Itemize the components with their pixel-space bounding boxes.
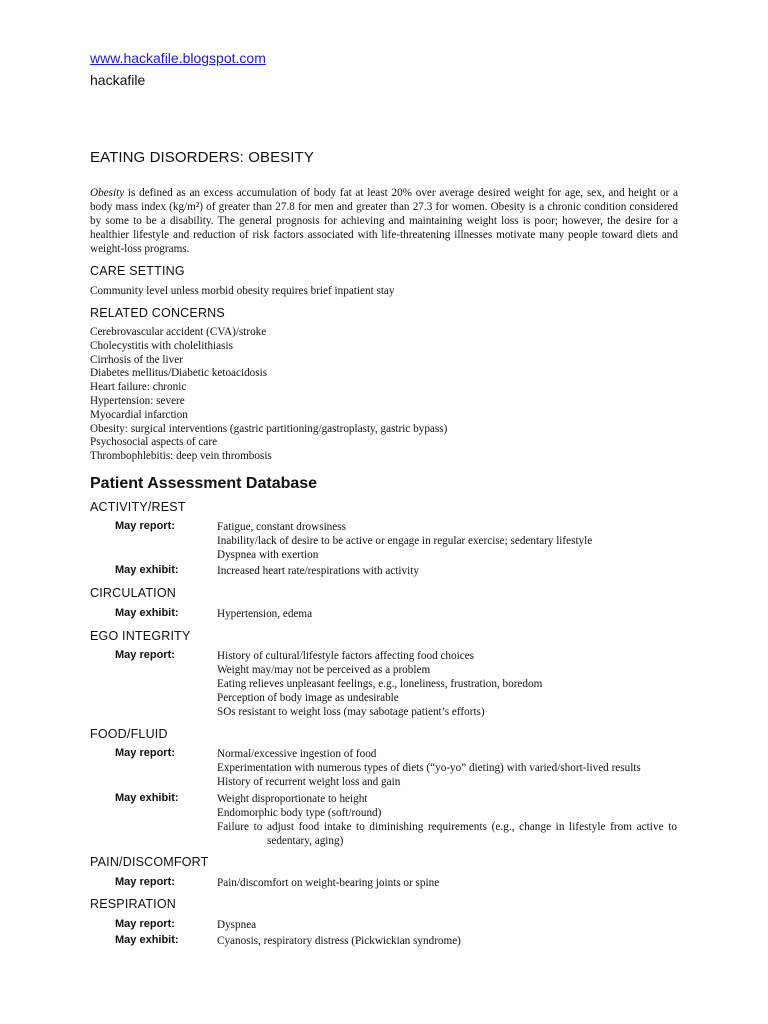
list-item: Dyspnea with exertion	[217, 549, 319, 561]
list-item: Increased heart rate/respirations with activity	[217, 565, 419, 577]
circulation-heading: CIRCULATION	[90, 586, 177, 600]
related-concerns-heading: RELATED CONCERNS	[90, 306, 225, 320]
activity-rest-heading: ACTIVITY/REST	[90, 500, 186, 514]
food-fluid-heading: FOOD/FLUID	[90, 727, 168, 741]
report-label: May report:	[115, 876, 175, 888]
list-item: Fatigue, constant drowsiness	[217, 521, 346, 533]
respiration-heading: RESPIRATION	[90, 897, 177, 911]
pain-discomfort-heading: PAIN/DISCOMFORT	[90, 855, 209, 869]
respiration-report	[217, 918, 256, 932]
ego-integrity-heading: EGO INTEGRITY	[90, 629, 191, 643]
list-item: History of cultural/lifestyle factors affecting food choices	[217, 650, 475, 662]
list-item: Perception of body image as undesirable	[217, 692, 399, 704]
report-label: May report:	[115, 520, 175, 532]
list-item: Pain/discomfort on weight-bearing joints or spine	[217, 877, 440, 889]
report-label: May report:	[115, 649, 175, 661]
report-label: May report:	[115, 918, 175, 930]
list-item: History of recurrent weight loss and gain	[217, 776, 401, 788]
list-item: Thrombophlebitis: deep vein thrombosis	[90, 450, 272, 463]
site-name: hackafile	[90, 72, 146, 88]
list-item: Weight may/may not be perceived as a problem	[217, 664, 431, 676]
respiration-exhibit	[217, 934, 461, 948]
activity-rest-exhibit	[217, 564, 419, 578]
list-item: Eating relieves unpleasant feelings, e.g., loneliness, frustration, boredom	[217, 678, 543, 690]
list-item: Hypertension: severe	[90, 394, 185, 407]
list-item: Weight disproportionate to height	[217, 793, 368, 805]
food-fluid-report	[217, 747, 641, 789]
list-item: Heart failure: chronic	[90, 381, 187, 394]
database-heading: Patient Assessment Database	[90, 475, 318, 492]
care-setting-heading: CARE SETTING	[90, 264, 185, 278]
ego-integrity-report	[217, 649, 542, 719]
pain-discomfort-report	[217, 876, 439, 890]
list-item: Myocardial infarction	[90, 408, 188, 421]
list-item: Normal/excessive ingestion of food	[217, 748, 377, 760]
list-item: Endomorphic body type (soft/round)	[217, 807, 382, 819]
list-item: Obesity: surgical interventions (gastric partitioning/gastroplasty, gastric bypass)	[90, 422, 448, 435]
list-item: Cholecystitis with cholelithiasis	[90, 339, 233, 352]
list-item: Dyspnea	[217, 919, 257, 931]
list-item: Inability/lack of desire to be active or engage in regular exercise; sedentary lifestyle	[217, 535, 593, 547]
list-item: Cyanosis, respiratory distress (Pickwickian syndrome)	[217, 935, 461, 947]
document-title: EATING DISORDERS: OBESITY	[90, 149, 314, 166]
exhibit-label: May exhibit:	[115, 792, 179, 804]
list-item: Hypertension, edema	[217, 608, 313, 620]
intro-text: is defined as an excess accumulation of body fat at least 20% over average desired weight for age, sex, and height or a body mass index (kg/m²) of greater than 27.8 for men and greater than 27.3 for women. Obesity is a chronic condition considered by some to be a disability. The general prognosis for achieving and maintaining weight loss is poor; however, the desire for a healthier lifestyle and reduction of risk factors associated with life-threatening illnesses motivate many people toward diets and weight-loss programs.	[90, 187, 678, 255]
exhibit-label: May exhibit:	[115, 934, 179, 946]
header-link[interactable]: www.hackafile.blogspot.com	[90, 50, 266, 66]
food-fluid-exhibit-long-cont: sedentary, aging)	[267, 835, 344, 847]
list-item: Cirrhosis of the liver	[90, 353, 183, 366]
intro-paragraph	[90, 186, 678, 256]
care-setting-text: Community level unless morbid obesity requires brief inpatient stay	[90, 285, 395, 297]
exhibit-label: May exhibit:	[115, 607, 179, 619]
related-concerns-list	[90, 326, 447, 464]
list-item: SOs resistant to weight loss (may sabotage patient’s efforts)	[217, 706, 485, 718]
report-label: May report:	[115, 747, 175, 759]
exhibit-label: May exhibit:	[115, 564, 179, 576]
intro-term: Obesity	[90, 187, 125, 199]
list-item: Diabetes mellitus/Diabetic ketoacidosis	[90, 367, 268, 380]
list-item: Experimentation with numerous types of diets (“yo-yo” dieting) with varied/short-lived results	[217, 762, 641, 774]
list-item: Psychosocial aspects of care	[90, 436, 218, 449]
list-item: Cerebrovascular accident (CVA)/stroke	[90, 326, 267, 338]
food-fluid-exhibit	[217, 792, 381, 820]
food-fluid-exhibit-long: Failure to adjust food intake to diminishing requirements (e.g., change in lifestyle from active to	[217, 821, 677, 833]
circulation-exhibit	[217, 607, 312, 621]
activity-rest-report	[217, 520, 592, 562]
